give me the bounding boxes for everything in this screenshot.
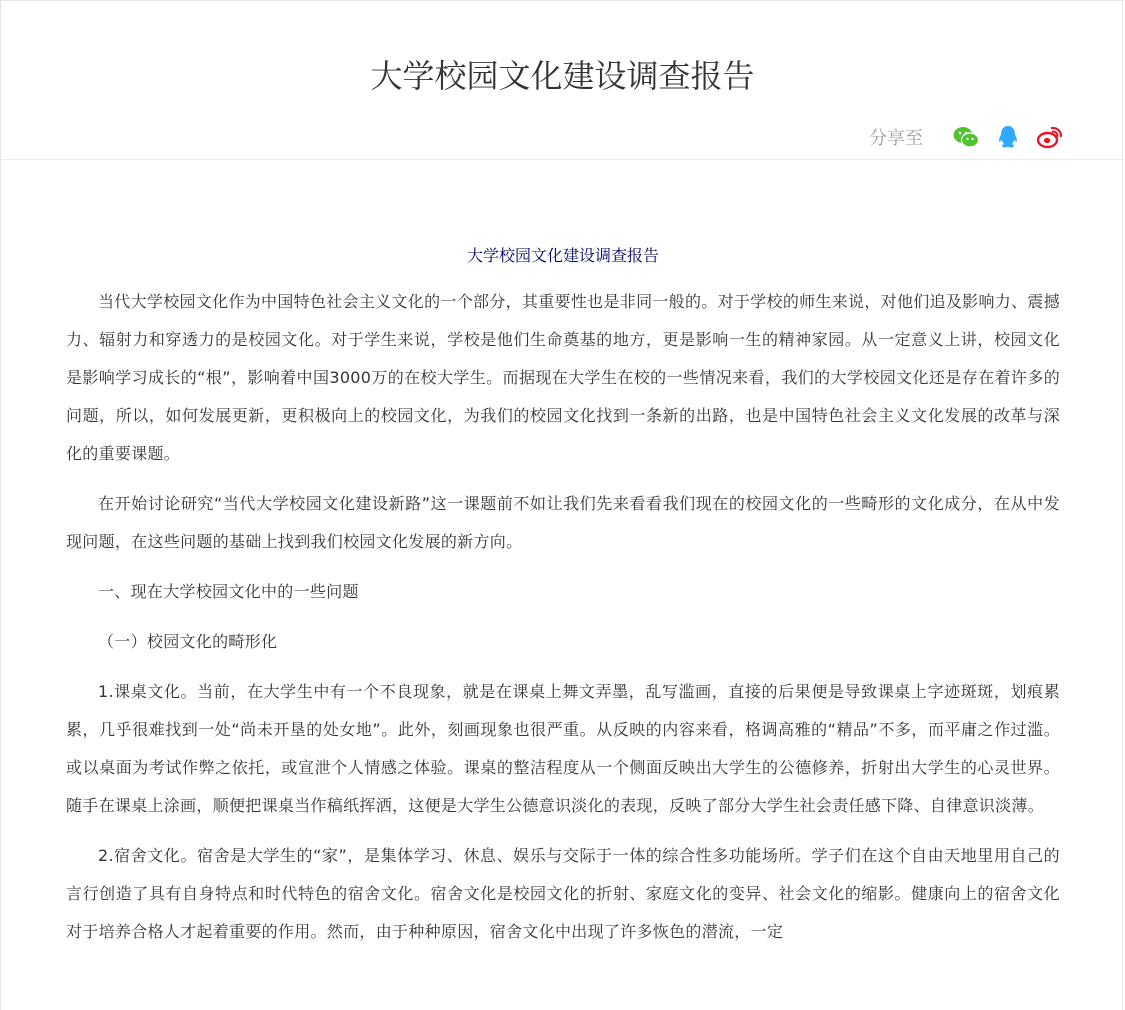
share-bar: [869, 122, 1063, 152]
share-label: 分享至: [869, 128, 923, 149]
article-content: [66, 241, 1060, 963]
subsection-heading-deformity: （一）校园文化的畸形化: [98, 632, 278, 651]
qq-icon[interactable]: [995, 124, 1021, 150]
section-heading-problems: 一、现在大学校园文化中的一些问题: [98, 582, 359, 601]
wechat-icon[interactable]: [953, 124, 979, 150]
paragraph-dorm-culture: 2.宿舍文化。宿舍是大学生的“家”，是集体学习、休息、娱乐与交际于一体的综合性多功能场所。学子们在这个自由天地里用自己的言行创造了具有自身特点和时代特色的宿舍文化。宿舍文化是校园文化的折射、家庭文化的变异、社会文化的缩影。健康向上的宿舍文化对于培养合格人才起着重要的作用。然而，由于种种原因，宿舍文化中出现了许多恢色的潜流，一定: [66, 846, 1060, 941]
paragraph-intro: 当代大学校园文化作为中国特色社会主义文化的一个部分，其重要性也是非同一般的。对于学校的师生来说，对他们追及影响力、震撼力、辐射力和穿透力的是校园文化。对于学生来说，学校是他们生命奠基的地方，更是影响一生的精神家园。从一定意义上讲，校园文化是影响学习成长的“根”，影响着中国3000万的在校大学生。而据现在大学生在校的一些情况来看，我们的大学校园文化还是存在着许多的问题，所以，如何发展更新，更积极向上的校园文化，为我们的校园文化找到一条新的出路，也是中国特色社会主义文化发展的改革与深化的重要课题。: [66, 292, 1060, 463]
weibo-icon[interactable]: [1037, 124, 1063, 150]
paragraph-desk-culture: 1.课桌文化。当前，在大学生中有一个不良现象，就是在课桌上舞文弄墨，乱写滥画，直接的后果便是导致课桌上字迹斑斑，划痕累累，几乎很难找到一处“尚未开垦的处女地”。此外，刻画现象也很严重。从反映的内容来看，格调高雅的“精品”不多，而平庸之作过滥。或以桌面为考试作弊之依托，或宣泄个人情感之体验。课桌的整洁程度从一个侧面反映出大学生的公德修养，折射出大学生的心灵世界。随手在课桌上涂画，顺便把课桌当作稿纸挥洒，这便是大学生公德意识淡化的表现，反映了部分大学生社会责任感下降、自律意识淡薄。: [66, 682, 1060, 815]
paragraph-discussion: 在开始讨论研究“当代大学校园文化建设新路”这一课题前不如让我们先来看看我们现在的校园文化的一些畸形的文化成分，在从中发现问题，在这些问题的基础上找到我们校园文化发展的新方向。: [66, 494, 1060, 551]
article-title: 大学校园文化建设调查报告: [466, 246, 659, 265]
page-header: [2, 2, 1123, 160]
page-title: 大学校园文化建设调查报告: [370, 57, 755, 95]
